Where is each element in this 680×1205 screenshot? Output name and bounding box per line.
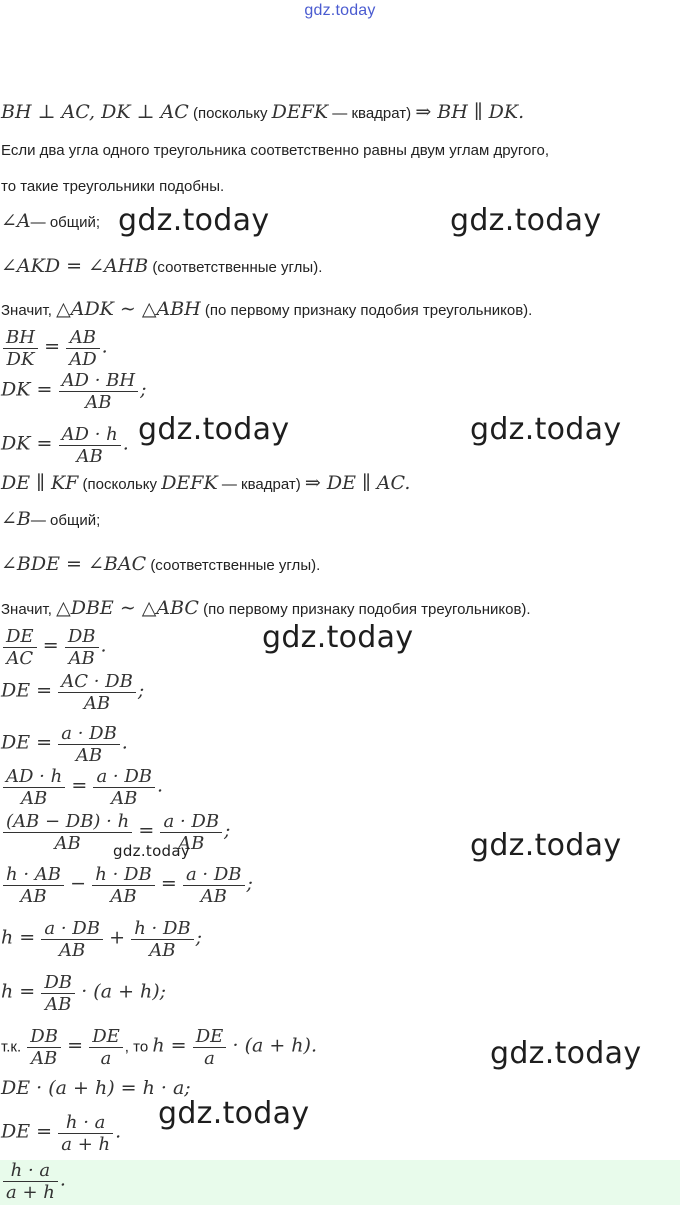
solution-line-21	[1, 972, 166, 1015]
watermark: gdz.today	[262, 620, 414, 655]
math: ;	[137, 679, 145, 702]
text: (поскольку	[192, 105, 268, 122]
math: DE =	[1, 679, 53, 702]
fraction: $\frac{h \cdot a}{a + h}$	[3, 1160, 58, 1203]
math: BH ⊥ AC, DK ⊥ AC	[1, 101, 189, 123]
fraction: $\frac{DB}{AB}$	[41, 972, 75, 1015]
text: — общий;	[30, 214, 101, 231]
text: (соответственные углы).	[152, 259, 323, 276]
math: ∠BDE = ∠BAC	[1, 553, 147, 575]
solution-line-17	[1, 766, 163, 809]
text: (по первому признаку подобия треугольников).	[204, 302, 533, 319]
math: .	[157, 774, 164, 797]
math: DE =	[1, 731, 53, 754]
fraction: $\frac{DE}{a}$	[193, 1026, 227, 1069]
solution-line-13	[1, 597, 531, 619]
text: , то	[124, 1038, 149, 1056]
fraction: $\frac{a \cdot DB}{AB}$	[183, 864, 245, 907]
math: =	[138, 819, 155, 842]
answer-formula	[1, 1160, 66, 1203]
solution-line-6	[1, 298, 532, 320]
solution-line-9	[1, 424, 129, 467]
text: (по первому признаку подобия треугольников).	[203, 601, 531, 618]
watermark: gdz.today	[470, 412, 622, 447]
fraction: $\frac{(AB - DB) \cdot h}{AB}$	[3, 811, 132, 854]
solution-line-16	[1, 723, 128, 766]
math: ⇒ DE ∥ AC.	[304, 472, 411, 494]
solution-line-1	[1, 101, 524, 123]
math: △DBE ∼ △ABC	[56, 597, 199, 619]
solution-line-20	[1, 918, 202, 961]
fraction: $\frac{AD \cdot h}{AB}$	[59, 424, 121, 467]
fraction: $\frac{AD \cdot h}{AB}$	[3, 766, 65, 809]
math: .	[101, 335, 108, 358]
math: .	[115, 1120, 122, 1143]
fraction: $\frac{AB}{AD}$	[66, 327, 99, 370]
solution-line-23: DE · (a + h) = h · a;	[1, 1077, 191, 1099]
text: — квадрат)	[221, 476, 301, 493]
math: =	[160, 872, 177, 895]
math: ∠AKD = ∠AHB	[1, 255, 149, 277]
text: т.к.	[1, 1038, 22, 1056]
watermark: gdz.today	[450, 203, 602, 238]
fraction: $\frac{DE}{AC}$	[3, 626, 37, 669]
fraction: $\frac{a \cdot DB}{AB}$	[58, 723, 120, 766]
solution-line-4	[1, 210, 100, 232]
solution-line-24	[1, 1112, 121, 1155]
math: ;	[140, 378, 147, 401]
math: DE ∥ KF	[1, 472, 79, 494]
solution-line-15	[1, 671, 144, 714]
fraction: $\frac{AC \cdot DB}{AB}$	[58, 671, 136, 714]
text: (поскольку	[82, 476, 158, 493]
math: −	[70, 872, 87, 895]
math: DK =	[1, 432, 53, 455]
text: Значит,	[1, 601, 52, 618]
math: .	[59, 1168, 66, 1191]
site-logo[interactable]: gdz.today	[304, 2, 376, 19]
math: DK =	[1, 378, 53, 401]
math: ;	[195, 926, 203, 949]
solution-line-8	[1, 370, 147, 413]
fraction: $\frac{a \cdot DB}{AB}$	[160, 811, 222, 854]
math: =	[67, 1034, 84, 1057]
math: DE =	[1, 1120, 53, 1143]
fraction: $\frac{a \cdot DB}{AB}$	[41, 918, 103, 961]
solution-line-14	[1, 626, 107, 669]
fraction: $\frac{AD \cdot BH}{AB}$	[59, 370, 139, 413]
math: h =	[1, 926, 36, 949]
math: h =	[152, 1034, 187, 1057]
text: — квадрат)	[332, 105, 412, 122]
text: (соответственные углы).	[150, 557, 321, 574]
math: · (a + h).	[232, 1034, 317, 1057]
solution-line-10	[1, 472, 410, 494]
text: — общий;	[30, 512, 101, 529]
math: =	[71, 774, 88, 797]
math: ;	[246, 872, 253, 895]
math: .	[122, 432, 129, 455]
watermark: gdz.today	[138, 412, 290, 447]
fraction: $\frac{DE}{a}$	[89, 1026, 123, 1069]
solution-line-19	[1, 864, 253, 907]
fraction: $\frac{h \cdot DB}{AB}$	[92, 864, 154, 907]
watermark: gdz.today	[490, 1036, 642, 1071]
math: .	[121, 731, 128, 754]
solution-line-12	[1, 553, 320, 575]
watermark: gdz.today	[113, 842, 191, 860]
solution-line-22	[1, 1026, 317, 1069]
text: Значит,	[1, 302, 52, 319]
fraction: $\frac{h \cdot a}{a + h}$	[58, 1112, 113, 1155]
math: ∠B	[1, 508, 31, 530]
math: .	[100, 634, 107, 657]
solution-line-2: Если два угла одного треугольника соответственно равны двум углам другого,	[1, 142, 550, 159]
math: +	[109, 926, 126, 949]
math: ∠A	[1, 210, 31, 232]
fraction: $\frac{h \cdot AB}{AB}$	[3, 864, 64, 907]
math: ⇒ BH ∥ DK.	[415, 101, 525, 123]
fraction: $\frac{DB}{AB}$	[65, 626, 99, 669]
watermark: gdz.today	[470, 828, 622, 863]
math: =	[44, 335, 61, 358]
solution-line-7	[1, 327, 108, 370]
answer-box	[0, 1160, 680, 1205]
math: DEFK	[271, 101, 329, 123]
fraction: $\frac{h \cdot DB}{AB}$	[131, 918, 193, 961]
math: h =	[1, 980, 36, 1003]
watermark: gdz.today	[118, 203, 270, 238]
solution-line-3: то такие треугольники подобны.	[1, 178, 225, 195]
math: · (a + h);	[81, 980, 167, 1003]
math: DEFK	[161, 472, 218, 494]
math: =	[42, 634, 59, 657]
math: △ADK ∼ △ABH	[56, 298, 201, 320]
fraction: $\frac{DB}{AB}$	[27, 1026, 61, 1069]
math: ;	[224, 819, 231, 842]
fraction: $\frac{a \cdot DB}{AB}$	[93, 766, 155, 809]
solution-line-11	[1, 508, 100, 530]
solution-line-5	[1, 255, 322, 277]
watermark: gdz.today	[158, 1096, 310, 1131]
fraction: $\frac{BH}{DK}$	[3, 327, 38, 370]
